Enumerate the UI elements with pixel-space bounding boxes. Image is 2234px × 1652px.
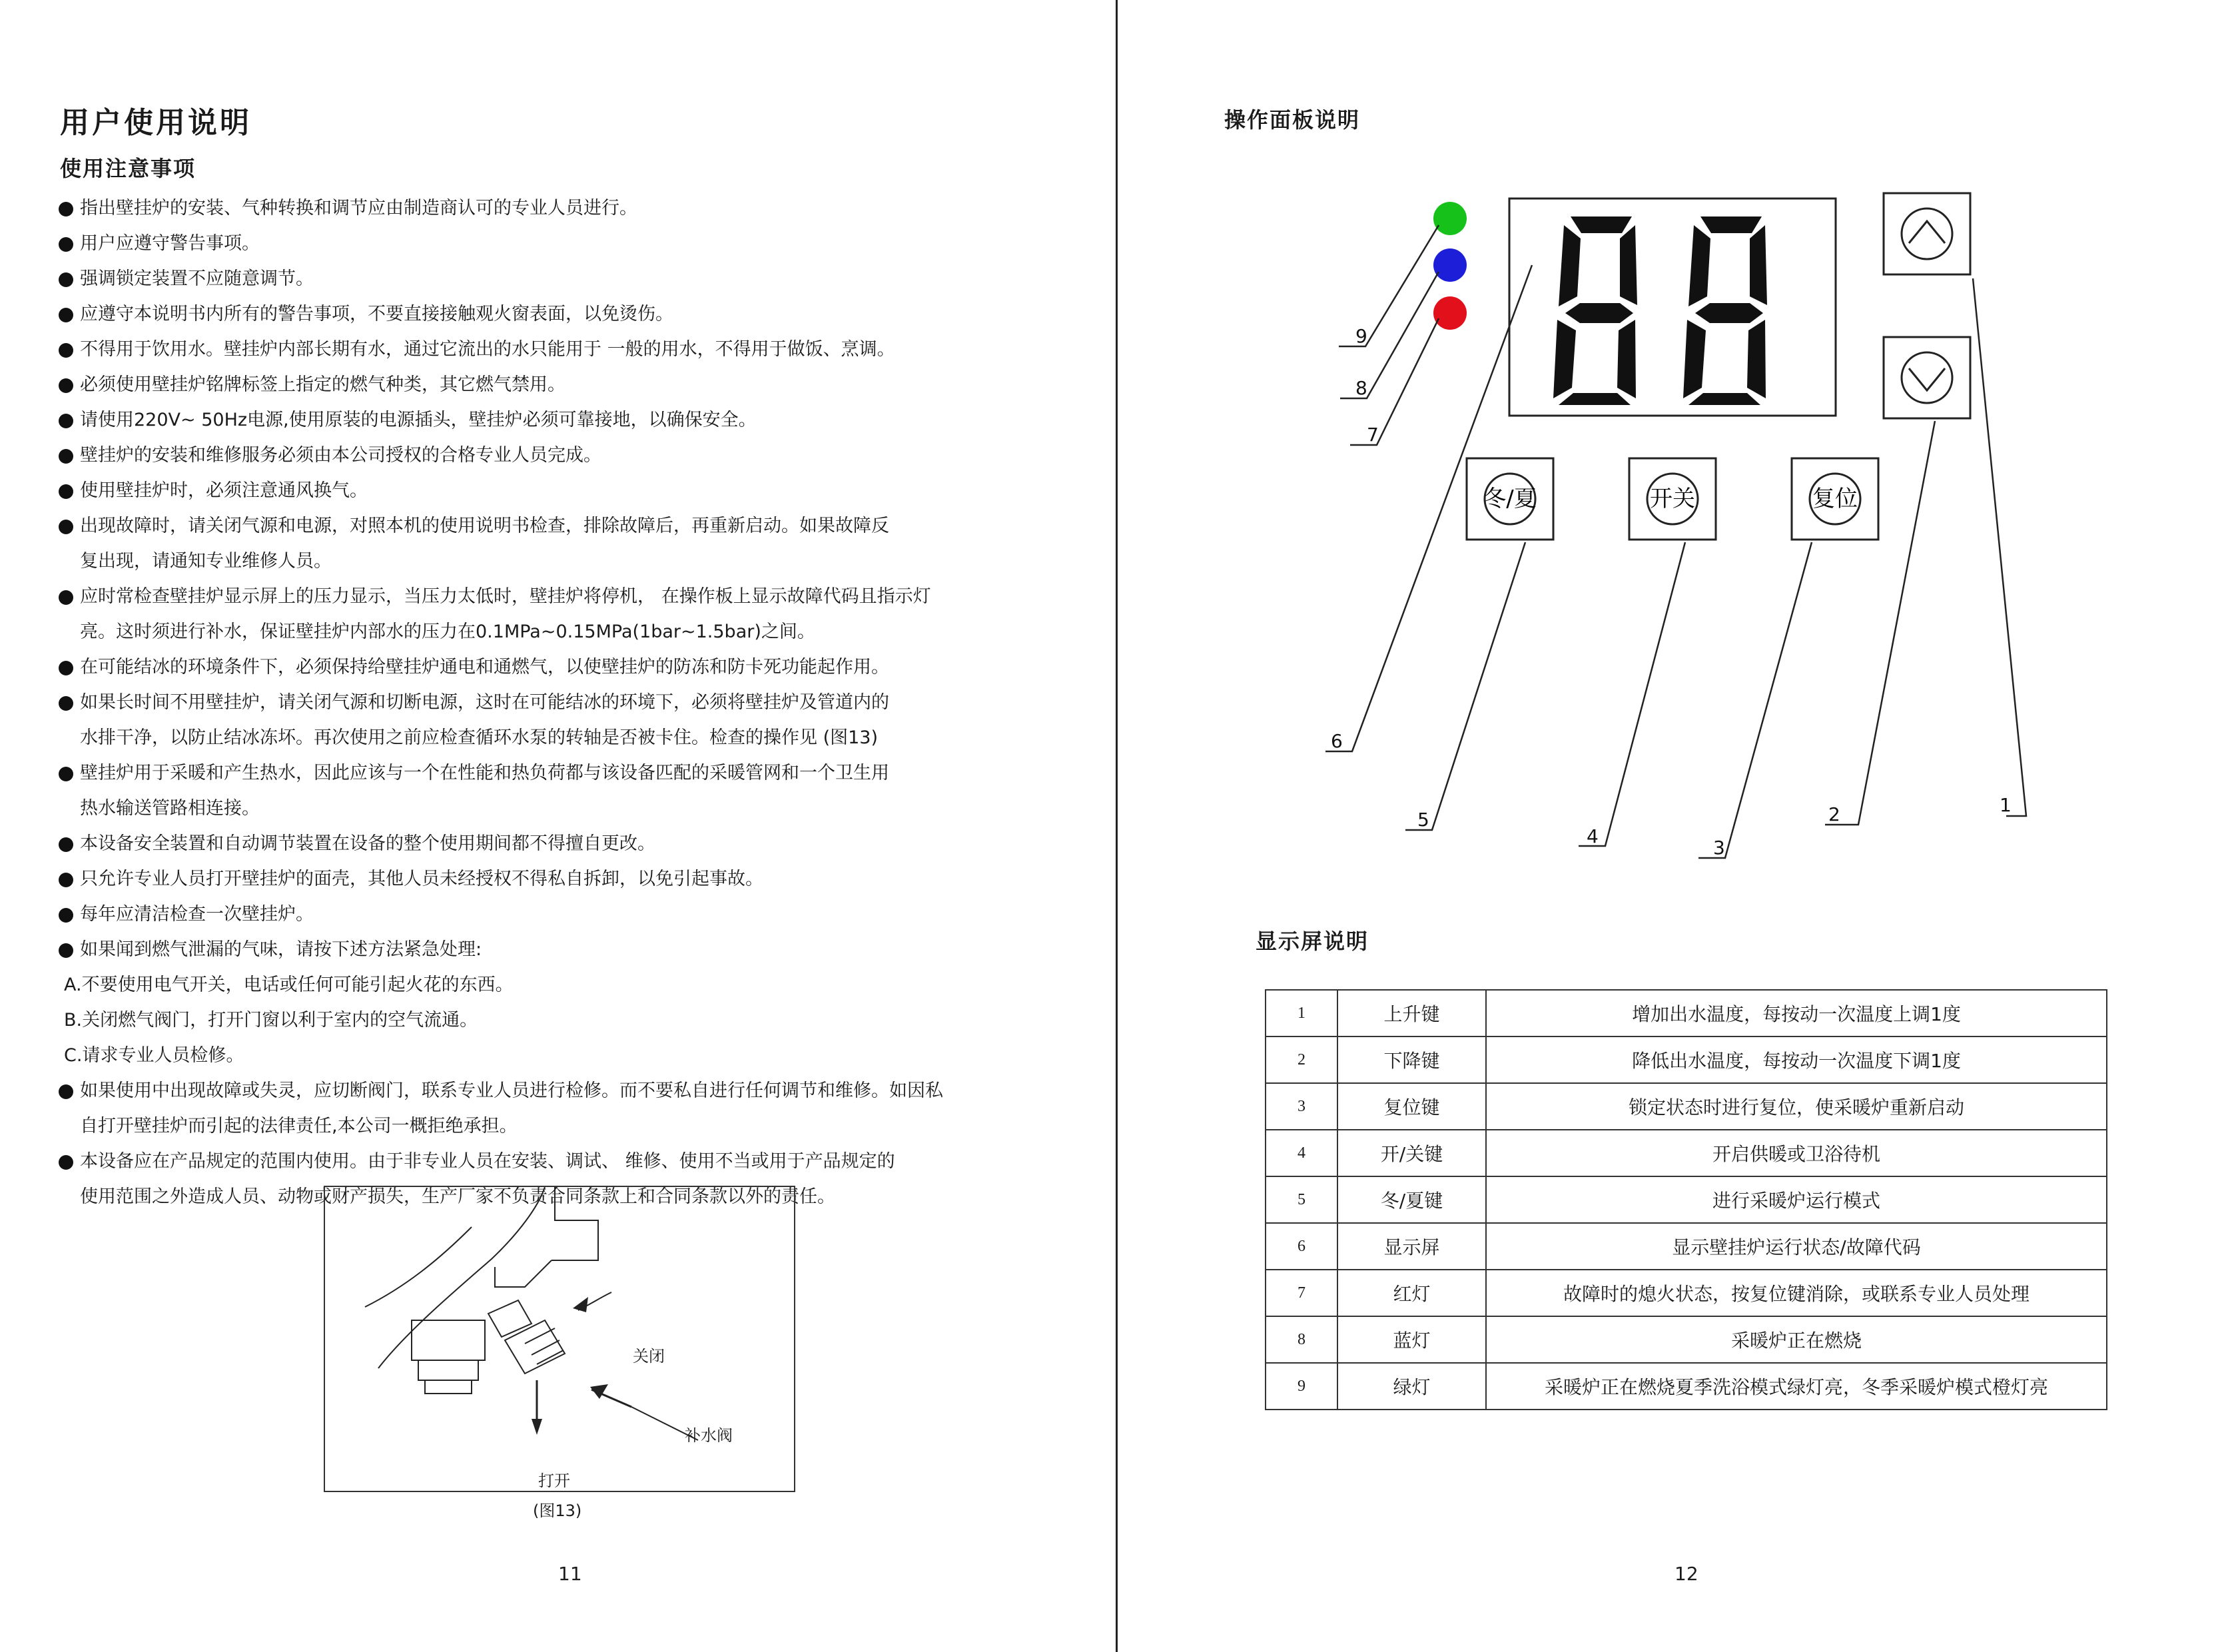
precaution-line: C.请求专业人员检修。: [64, 1045, 244, 1066]
label-close: 关闭: [633, 1347, 665, 1366]
table-row: [1266, 1176, 2107, 1223]
precaution-item: 使用壁挂炉时，必须注意通风换气。: [56, 473, 1068, 508]
table-row: [1266, 1223, 2107, 1270]
table-row: [1266, 1130, 2107, 1176]
precaution-item: 如果长时间不用壁挂炉，请关闭气源和切断电源，这时在可能结冰的环境下，必须将壁挂炉及管道内的: [56, 685, 1068, 720]
precaution-item: 强调锁定装置不应随意调节。: [56, 261, 1068, 296]
row-description: 开启供暖或卫浴待机: [1486, 1130, 2107, 1176]
callout-6: 6: [1331, 730, 1343, 752]
row-key: 绿灯: [1337, 1363, 1486, 1410]
display-description-table: [1265, 989, 2107, 1410]
power-label: 开关: [1650, 486, 1695, 512]
row-number: 6: [1266, 1223, 1337, 1270]
row-key: 显示屏: [1337, 1223, 1486, 1270]
row-number: 1: [1266, 990, 1337, 1036]
precaution-item: 壁挂炉用于采暖和产生热水，因此应该与一个在性能和热负荷都与该设备匹配的采暖管网和一个卫生用: [56, 755, 1068, 791]
figure-13-frame: [324, 1186, 795, 1492]
table-row: [1266, 1270, 2107, 1316]
precaution-item: 应时常检查壁挂炉显示屏上的压力显示，当压力太低时，壁挂炉将停机， 在操作板上显示故障代码且指示灯: [56, 579, 1068, 614]
callout-3: 3: [1713, 837, 1725, 859]
precaution-item: 必须使用壁挂炉铭牌标签上指定的燃气种类，其它燃气禁用。: [56, 367, 1068, 402]
row-number: 9: [1266, 1363, 1337, 1410]
table-row: [1266, 990, 2107, 1036]
table-row: [1266, 1036, 2107, 1083]
row-description: 降低出水温度，每按动一次温度下调1度: [1486, 1036, 2107, 1083]
page-title: 用户使用说明: [60, 106, 252, 140]
precaution-item: 如果闻到燃气泄漏的气味，请按下述方法紧急处理:: [56, 932, 1068, 967]
row-key: 开/关键: [1337, 1130, 1486, 1176]
row-key: 复位键: [1337, 1083, 1486, 1130]
row-number: 7: [1266, 1270, 1337, 1316]
blue-led: [1433, 248, 1467, 282]
page-number-left: 11: [558, 1563, 582, 1585]
page-spine: [1116, 0, 1118, 1652]
figure-caption: (图13): [533, 1501, 582, 1520]
row-description: 进行采暖炉运行模式: [1486, 1176, 2107, 1223]
precaution-line: 复出现，请通知专业维修人员。: [80, 551, 332, 572]
row-description: 采暖炉正在燃烧夏季洗浴模式绿灯亮，冬季采暖炉模式橙灯亮: [1486, 1363, 2107, 1410]
row-key: 蓝灯: [1337, 1316, 1486, 1363]
precaution-item: 不得用于饮用水。壁挂炉内部长期有水，通过它流出的水只能用于 一般的用水，不得用于做饭、烹调。: [56, 332, 1068, 367]
page-number-right: 12: [1675, 1563, 1698, 1585]
table-row: [1266, 1363, 2107, 1410]
callout-5: 5: [1417, 809, 1429, 831]
precaution-item: 本设备应在产品规定的范围内使用。由于非专业人员在安装、调试、 维修、使用不当或用于产品规定的: [56, 1144, 1068, 1179]
row-description: 采暖炉正在燃烧: [1486, 1316, 2107, 1363]
precaution-item: 指出壁挂炉的安装、气种转换和调节应由制造商认可的专业人员进行。: [56, 191, 1068, 226]
row-key: 上升键: [1337, 990, 1486, 1036]
down-button[interactable]: [1884, 337, 1970, 418]
precaution-line: B.关闭燃气阀门，打开门窗以利于室内的空气流通。: [64, 1010, 478, 1031]
precaution-item: 应遵守本说明书内所有的警告事项，不要直接接触观火窗表面，以免烫伤。: [56, 296, 1068, 332]
callout-7: 7: [1367, 424, 1379, 446]
panel-section-title: 操作面板说明: [1224, 107, 1361, 133]
precaution-line: 自打开壁挂炉而引起的法律责任,本公司一概拒绝承担。: [80, 1116, 518, 1136]
precaution-item: 只允许专业人员打开壁挂炉的面壳，其他人员未经授权不得私自拆卸，以免引起事故。: [56, 861, 1068, 897]
row-description: 锁定状态时进行复位，使采暖炉重新启动: [1486, 1083, 2107, 1130]
up-button[interactable]: [1884, 193, 1970, 274]
precaution-item: 在可能结冰的环境条件下，必须保持给壁挂炉通电和通燃气，以使壁挂炉的防冻和防卡死功能起作用。: [56, 649, 1068, 685]
callout-1: 1: [2000, 794, 2012, 816]
red-led: [1433, 296, 1467, 330]
row-description: 显示壁挂炉运行状态/故障代码: [1486, 1223, 2107, 1270]
precaution-line: 水排干净，以防止结冰冻坏。再次使用之前应检查循环水泵的转轴是否被卡住。检查的操作见 (图13): [80, 727, 879, 748]
table-section-title: 显示屏说明: [1256, 929, 1369, 954]
label-water-valve: 补水阀: [685, 1426, 733, 1445]
precaution-item: 出现故障时，请关闭气源和电源，对照本机的使用说明书检查，排除故障后，再重新启动。如果故障反: [56, 508, 1068, 544]
callout-4: 4: [1587, 825, 1599, 847]
row-number: 8: [1266, 1316, 1337, 1363]
callout-2: 2: [1828, 803, 1840, 825]
reset-label: 复位: [1812, 486, 1858, 512]
section-title: 使用注意事项: [60, 156, 196, 181]
precaution-line: 热水输送管路相连接。: [80, 798, 260, 819]
precaution-line: A.不要使用电气开关，电话或任何可能引起火花的东西。: [64, 975, 514, 995]
row-number: 3: [1266, 1083, 1337, 1130]
precaution-item: 如果使用中出现故障或失灵，应切断阀门，联系专业人员进行检修。而不要私自进行任何调节和维修。如因私: [56, 1073, 1068, 1108]
table-row: [1266, 1316, 2107, 1363]
precautions-list: [56, 191, 1068, 1214]
row-description: 故障时的熄火状态，按复位键消除，或联系专业人员处理: [1486, 1270, 2107, 1316]
row-number: 4: [1266, 1130, 1337, 1176]
precaution-line: 使用范围之外造成人员、动物或财产损失，生产厂家不负责合同条款上和合同条款以外的责任。: [80, 1186, 835, 1207]
callout-8: 8: [1355, 377, 1367, 399]
winter-summer-label: 冬/夏: [1483, 486, 1537, 512]
precaution-line: 亮。这时须进行补水，保证壁挂炉内部水的压力在0.1MPa~0.15MPa(1bar~1.5bar)之间。: [80, 621, 815, 642]
green-led: [1433, 202, 1467, 235]
row-key: 下降键: [1337, 1036, 1486, 1083]
row-number: 2: [1266, 1036, 1337, 1083]
precaution-item: 本设备安全装置和自动调节装置在设备的整个使用期间都不得擅自更改。: [56, 826, 1068, 861]
table-row: [1266, 1083, 2107, 1130]
control-panel-diagram: [1325, 180, 2065, 873]
precaution-item: 用户应遵守警告事项。: [56, 226, 1068, 261]
precaution-item: 请使用220V~ 50Hz电源,使用原装的电源插头，壁挂炉必须可靠接地，以确保安全。: [56, 402, 1068, 438]
label-open: 打开: [538, 1471, 570, 1490]
row-description: 增加出水温度，每按动一次温度上调1度: [1486, 990, 2107, 1036]
precaution-item: 壁挂炉的安装和维修服务必须由本公司授权的合格专业人员完成。: [56, 438, 1068, 473]
row-key: 红灯: [1337, 1270, 1486, 1316]
row-key: 冬/夏键: [1337, 1176, 1486, 1223]
precaution-item: 每年应清洁检查一次壁挂炉。: [56, 897, 1068, 932]
callout-9: 9: [1355, 325, 1367, 347]
row-number: 5: [1266, 1176, 1337, 1223]
